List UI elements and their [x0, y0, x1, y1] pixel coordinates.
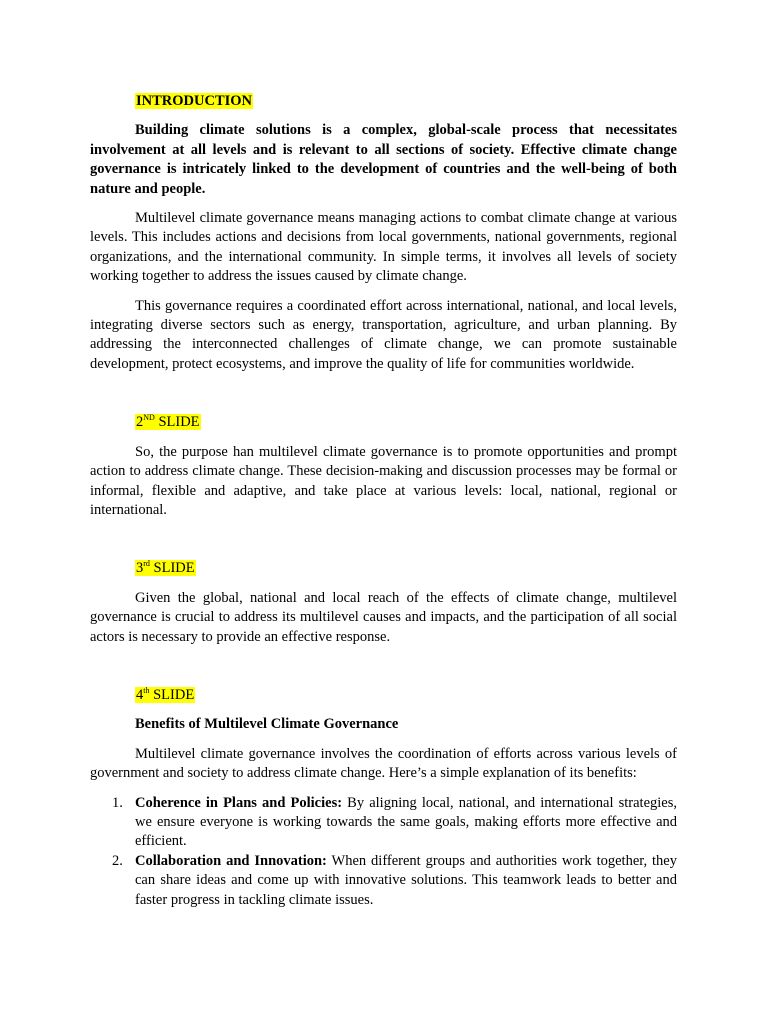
list-item-text: When different groups and authorities work together, they can share ideas and come up with innovative solutions. This teamwork leads to better and faster progress in tackling climate issues.: [135, 852, 677, 908]
intro-paragraph-2: This governance requires a coordinated effort across international, national, and local levels, integrating diverse sectors such as energy, transportation, agriculture, and urban planning. By addressing the interconnected challenges of climate change, we can promote sustainable development, protect ecosystems, and improve the quality of life for communities worldwide.: [90, 297, 677, 372]
document-page: [90, 92, 677, 910]
slide-4-heading: [135, 686, 677, 705]
list-item-number: 1.: [112, 794, 123, 811]
list-item: [90, 852, 677, 910]
intro-paragraph-1: Multilevel climate governance means managing actions to combat climate change at various levels. This includes actions and decisions from local governments, national governments, regional organizations, and the international community. In simple terms, it involves all levels of society working together to address the issues caused by climate change.: [90, 210, 677, 285]
list-item-text: By aligning local, national, and international strategies, we ensure everyone is working towards the same goals, making efforts more effective and efficient.: [135, 794, 677, 850]
slide-4-number: 4: [136, 686, 144, 703]
slide-2-heading: [135, 413, 677, 432]
slide-4-label: SLIDE: [149, 686, 195, 703]
slide-4-heading-highlight: [135, 687, 195, 703]
intro-heading-text: INTRODUCTION: [136, 93, 253, 109]
slide-4-paragraph: Multilevel climate governance involves the coordination of efforts across various levels of government and society to address climate change. Here’s a simple explanation of its benefits:: [90, 745, 677, 782]
list-item-title: Coherence in Plans and Policies:: [135, 794, 343, 811]
slide-3-heading-highlight: [135, 560, 196, 576]
slide-3-ordinal: rd: [143, 559, 150, 569]
slide-4-ordinal: th: [143, 685, 150, 695]
slide-2-paragraph: So, the purpose han multilevel climate governance is to promote opportunities and prompt action to address climate change. These decision-making and discussion processes may be formal or informal, flexible and adaptive, and take place at various levels: local, national, regional or international.: [90, 443, 677, 518]
list-item-number: 2.: [112, 852, 123, 869]
slide-3-label: SLIDE: [149, 560, 195, 577]
slide-3-heading: [135, 559, 677, 578]
intro-lead-paragraph: Building climate solutions is a complex, global-scale process that necessitates involvement at all levels and is relevant to all sections of society. Effective climate change governance is intricately linked to the development of countries and the well-being of both nature and people.: [90, 122, 677, 197]
benefits-subheading: Benefits of Multilevel Climate Governance: [135, 716, 399, 733]
intro-heading: [135, 92, 677, 111]
slide-2-ordinal: ND: [143, 413, 155, 423]
benefits-list: [90, 794, 677, 910]
slide-3-paragraph: Given the global, national and local reach of the effects of climate change, multilevel governance is crucial to address its multilevel causes and impacts, and the participation of all social actors is necessary to provide an effective response.: [90, 589, 677, 645]
slide-3-number: 3: [136, 560, 144, 577]
slide-2-label: SLIDE: [154, 414, 200, 431]
slide-2-number: 2: [136, 414, 144, 431]
list-item: [90, 794, 677, 852]
slide-2-heading-highlight: [135, 414, 201, 430]
list-item-title: Collaboration and Innovation:: [135, 852, 327, 869]
